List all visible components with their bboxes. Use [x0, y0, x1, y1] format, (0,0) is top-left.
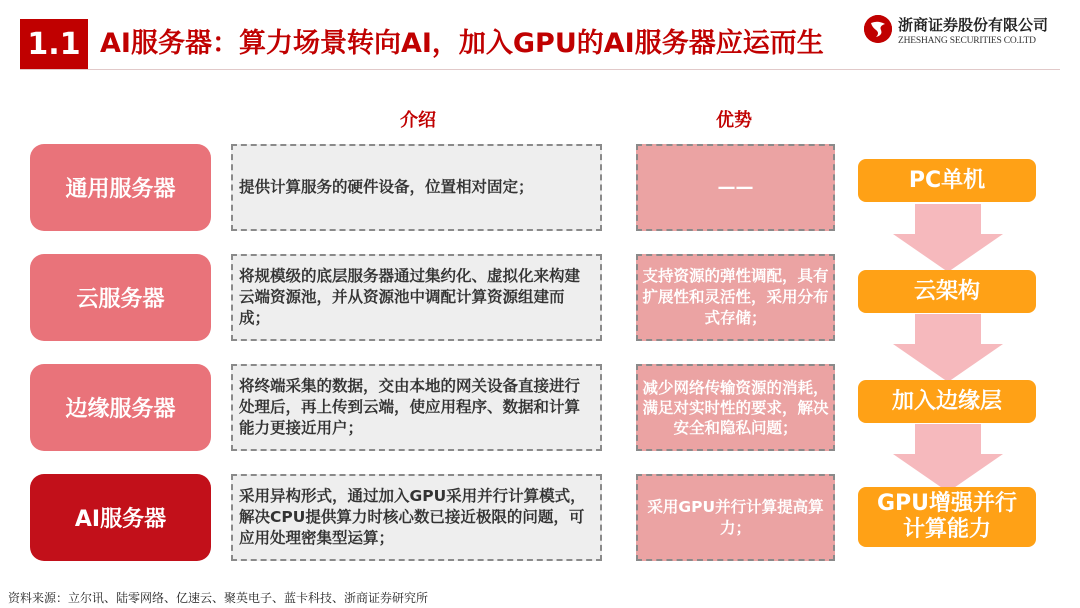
- label-general-server: 通用服务器: [30, 144, 211, 231]
- stage-gpu: GPU增强并行计算能力: [858, 487, 1036, 547]
- intro-text: 提供计算服务的硬件设备，位置相对固定；: [239, 178, 534, 196]
- column-header-advantage: 优势: [716, 110, 752, 131]
- stage-edge: 加入边缘层: [858, 380, 1036, 423]
- intro-cloud-server: [231, 254, 602, 341]
- intro-text: 采用异构形式，通过加入GPU采用并行计算模式，解决CPU提供算力时核心数已接近极限的问题，可应用处理密集型运算；: [239, 487, 586, 547]
- label-cloud-server: 云服务器: [30, 254, 211, 341]
- advantage-text: 减少网络传输资源的消耗，满足对实时性的要求，解决安全和隐私问题；: [642, 378, 829, 437]
- company-name-cn: 浙商证券股份有限公司: [898, 16, 1049, 34]
- intro-text: 将终端采集的数据，交由本地的网关设备直接进行处理后，再上传到云端，使应用程序、数据和计算能力更接近用户；: [239, 377, 581, 437]
- advantage-text: 支持资源的弹性调配，具有扩展性和灵活性，采用分布式存储；: [642, 267, 829, 327]
- down-arrow-icon: [893, 314, 1003, 382]
- company-name-en: ZHESHANG SECURITIES CO.LTD: [898, 36, 1036, 46]
- intro-edge-server: [231, 364, 602, 451]
- intro-text: 将规模级的底层服务器通过集约化、虚拟化来构建云端资源池，并从资源池中调配计算资源组建而成；: [239, 267, 581, 327]
- header-divider: [20, 69, 1060, 70]
- company-logo-icon: [864, 15, 892, 43]
- advantage-text: ——: [717, 177, 754, 198]
- advantage-edge-server: [636, 364, 835, 451]
- column-header-intro: 介绍: [400, 110, 436, 131]
- section-number: 1.1: [20, 19, 88, 69]
- advantage-ai-server: [636, 474, 835, 561]
- stage-pc: PC单机: [858, 159, 1036, 202]
- source-note: 资料来源：立尔讯、陆零网络、亿速云、聚英电子、蓝卡科技、浙商证券研究所: [8, 591, 429, 605]
- advantage-general-server: [636, 144, 835, 231]
- advantage-text: 采用GPU并行计算提高算力；: [647, 497, 824, 537]
- down-arrow-icon: [893, 204, 1003, 272]
- intro-ai-server: [231, 474, 602, 561]
- intro-general-server: [231, 144, 602, 231]
- page-title: AI服务器：算力场景转向AI，加入GPU的AI服务器应运而生: [100, 28, 824, 59]
- down-arrow-icon: [893, 424, 1003, 492]
- label-ai-server: AI服务器: [30, 474, 211, 561]
- stage-cloud: 云架构: [858, 270, 1036, 313]
- advantage-cloud-server: [636, 254, 835, 341]
- label-edge-server: 边缘服务器: [30, 364, 211, 451]
